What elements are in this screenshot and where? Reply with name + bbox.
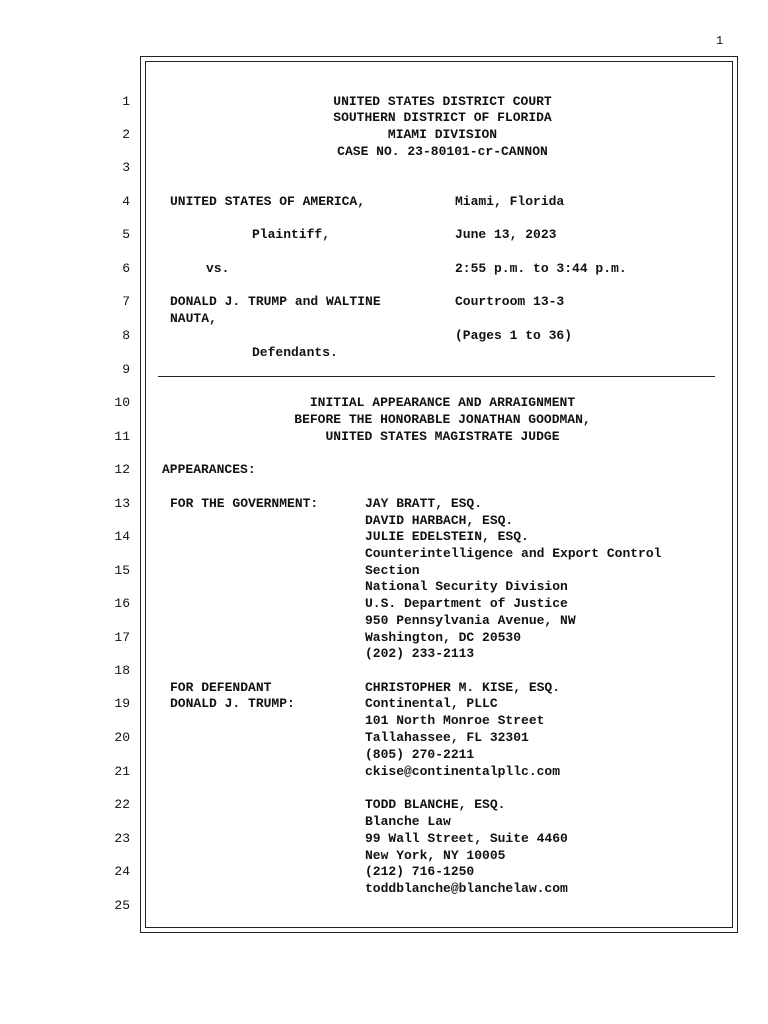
line-number: 22 — [114, 797, 130, 812]
proceeding-judge: UNITED STATES MAGISTRATE JUDGE — [325, 429, 560, 444]
line-number: 16 — [114, 596, 130, 611]
plaintiff-name: UNITED STATES OF AMERICA, — [170, 194, 366, 209]
line-number: 25 — [114, 898, 130, 913]
line-number: 3 — [122, 160, 130, 175]
counsel-line: Blanche Law — [365, 814, 451, 829]
line-number: 23 — [114, 831, 130, 846]
caption-divider — [158, 376, 715, 377]
appearances-heading: APPEARANCES: — [162, 462, 256, 477]
case-number: CASE NO. 23-80101-cr-CANNON — [337, 144, 548, 159]
counsel-line: National Security Division — [365, 579, 568, 594]
hearing-time: 2:55 p.m. to 3:44 p.m. — [455, 261, 627, 276]
court-name: UNITED STATES DISTRICT COURT — [333, 94, 552, 109]
line-number: 1 — [122, 94, 130, 109]
counsel-line: 950 Pennsylvania Avenue, NW — [365, 613, 576, 628]
line-number: 21 — [114, 764, 130, 779]
counsel-line: DAVID HARBACH, ESQ. — [365, 513, 514, 528]
line-number: 11 — [114, 429, 130, 444]
defendant-label-line1: FOR DEFENDANT — [170, 680, 272, 695]
line-number: 7 — [122, 294, 130, 309]
line-number: 18 — [114, 663, 130, 678]
counsel-line: Section — [365, 563, 420, 578]
line-number: 20 — [114, 730, 130, 745]
line-number: 14 — [114, 529, 130, 544]
counsel-line: Washington, DC 20530 — [365, 630, 522, 645]
defendants-line2: NAUTA, — [170, 311, 217, 326]
courtroom: Courtroom 13-3 — [455, 294, 565, 309]
counsel-line: Continental, PLLC — [365, 696, 498, 711]
line-number: 17 — [114, 630, 130, 645]
counsel-line: JULIE EDELSTEIN, ESQ. — [365, 529, 529, 544]
line-number: 10 — [114, 395, 130, 410]
defendant-label-line2: DONALD J. TRUMP: — [170, 696, 295, 711]
counsel-line: TODD BLANCHE, ESQ. — [365, 797, 506, 812]
line-number: 4 — [122, 194, 130, 209]
hearing-date: June 13, 2023 — [455, 227, 557, 242]
line-number: 12 — [114, 462, 130, 477]
counsel-line: (202) 233-2113 — [365, 646, 475, 661]
counsel-line: U.S. Department of Justice — [365, 596, 568, 611]
counsel-line: 101 North Monroe Street — [365, 713, 545, 728]
line-number: 5 — [122, 227, 130, 242]
division-name: MIAMI DIVISION — [387, 127, 498, 142]
counsel-line: (805) 270-2211 — [365, 747, 475, 762]
page-range: (Pages 1 to 36) — [455, 328, 573, 343]
line-number: 19 — [114, 696, 130, 711]
district-name: SOUTHERN DISTRICT OF FLORIDA — [333, 110, 552, 125]
line-number: 9 — [122, 362, 130, 377]
line-number: 6 — [122, 261, 130, 276]
counsel-line: New York, NY 10005 — [365, 848, 506, 863]
line-number: 15 — [114, 563, 130, 578]
page-number: 1 — [716, 34, 724, 48]
counsel-line: Tallahassee, FL 32301 — [365, 730, 529, 745]
counsel-line: 99 Wall Street, Suite 4460 — [365, 831, 568, 846]
counsel-line: CHRISTOPHER M. KISE, ESQ. — [365, 680, 561, 695]
line-number: 13 — [114, 496, 130, 511]
versus: vs. — [206, 261, 230, 276]
defendants-line1: DONALD J. TRUMP and WALTINE — [170, 294, 381, 309]
line-number: 8 — [122, 328, 130, 343]
counsel-line: (212) 716-1250 — [365, 864, 475, 879]
line-number: 24 — [114, 864, 130, 879]
counsel-line: Counterintelligence and Export Control — [365, 546, 662, 561]
hearing-location: Miami, Florida — [455, 194, 565, 209]
proceeding-title: INITIAL APPEARANCE AND ARRAIGNMENT — [309, 395, 576, 410]
counsel-email: toddblanche@blanchelaw.com — [365, 881, 568, 896]
defendants-role: Defendants. — [252, 345, 338, 360]
proceeding-before: BEFORE THE HONORABLE JONATHAN GOODMAN, — [294, 412, 591, 427]
counsel-email: ckise@continentalpllc.com — [365, 764, 561, 779]
government-label: FOR THE GOVERNMENT: — [170, 496, 319, 511]
counsel-line: JAY BRATT, ESQ. — [365, 496, 483, 511]
plaintiff-role: Plaintiff, — [252, 227, 331, 242]
line-number: 2 — [122, 127, 130, 142]
